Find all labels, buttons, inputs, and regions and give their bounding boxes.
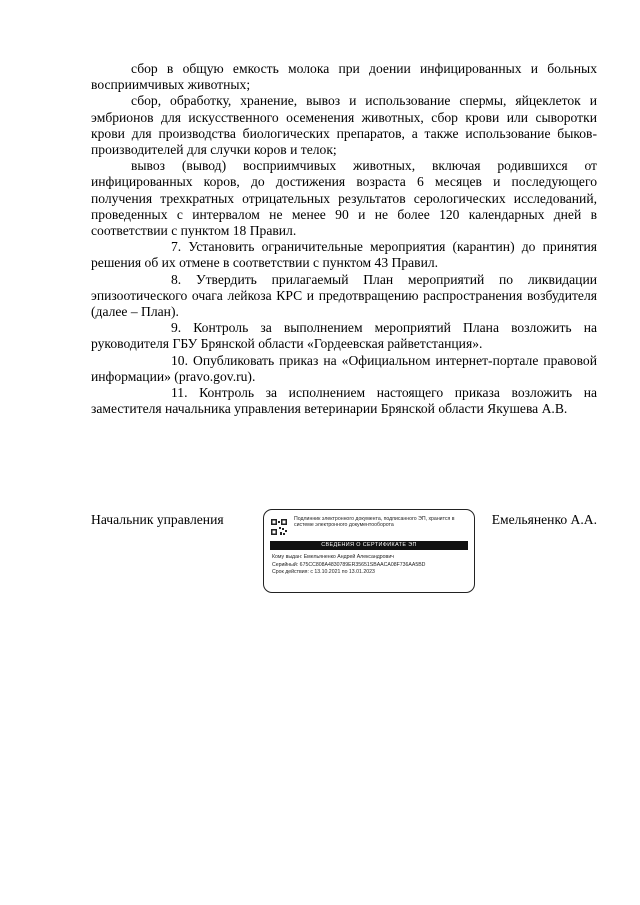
clause-8 <box>91 272 597 321</box>
paragraph-2: сбор, обработку, хранение, вывоз и использование спермы, яйцеклеток и эмбрионов для искусственного осеменения животных, сбор крови или сыворотки крови для производства биологических препаратов, а также использование быков-производителей для случки коров и телок; <box>91 93 597 158</box>
stamp-validity: Срок действия: с 13.10.2021 по 13.01.2023 <box>272 569 375 576</box>
qr-code-icon <box>270 518 288 536</box>
stamp-serial: Серийный: 675CC808A4830789ER35651SBAACA08F736AA5BD <box>272 561 426 568</box>
document-body <box>91 61 597 417</box>
clause-number: 9. <box>171 320 182 336</box>
clause-number: 8. <box>171 271 182 287</box>
clause-number: 7. <box>171 239 182 255</box>
clause-7 <box>91 239 597 271</box>
clause-text: Опубликовать приказ на «Официальном интернет-портале правовой информации» (pravo.gov.ru). <box>91 352 597 384</box>
electronic-signature-stamp <box>263 509 475 593</box>
clause-text: Контроль за выполнением мероприятий Плана возложить на руководителя ГБУ Брянской области «Гордеевская райветстанция». <box>91 320 598 352</box>
stamp-note: Подлинник электронного документа, подписанного ЭП, хранится в системе электронного документооборота <box>294 516 455 528</box>
signature-block <box>91 509 597 601</box>
paragraph-3: вывоз (вывод) восприимчивых животных, включая родившихся от инфицированных коров, до достижения возраста 6 месяцев и последующего получения трехкратных отрицательных результатов серологических исследований, проведенных с интервалом не менее 90 и не более 120 календарных дней в соответствии с пунктом 18 Правил. <box>91 158 597 239</box>
clause-number: 10. <box>171 352 188 368</box>
signatory-name: Емельяненко А.А. <box>491 512 597 527</box>
signatory-position: Начальник управления <box>91 512 224 527</box>
clause-9 <box>91 320 597 352</box>
clause-text: Контроль за исполнением настоящего приказа возложить на заместителя начальника управления ветеринарии Брянской области Якушева А.В. <box>91 385 597 417</box>
clause-number: 11. <box>171 385 188 401</box>
clause-text: Утвердить прилагаемый План мероприятий по ликвидации эпизоотического очага лейкоза КРС и предотвращению распространения возбудителя (далее – План). <box>91 271 597 320</box>
stamp-certificate-details <box>272 554 468 577</box>
clause-11 <box>91 385 597 417</box>
stamp-owner: Кому выдан: Емельяненко Андрей Александрович <box>272 554 394 560</box>
clause-text: Установить ограничительные мероприятия (карантин) до принятия решения об их отмене в соответствии с пунктом 43 Правил. <box>91 239 597 271</box>
clause-10 <box>91 353 597 385</box>
stamp-certificate-header: СВЕДЕНИЯ О СЕРТИФИКАТЕ ЭП <box>270 541 468 550</box>
paragraph-1: сбор в общую емкость молока при доении инфицированных и больных восприимчивых животных; <box>91 61 597 93</box>
